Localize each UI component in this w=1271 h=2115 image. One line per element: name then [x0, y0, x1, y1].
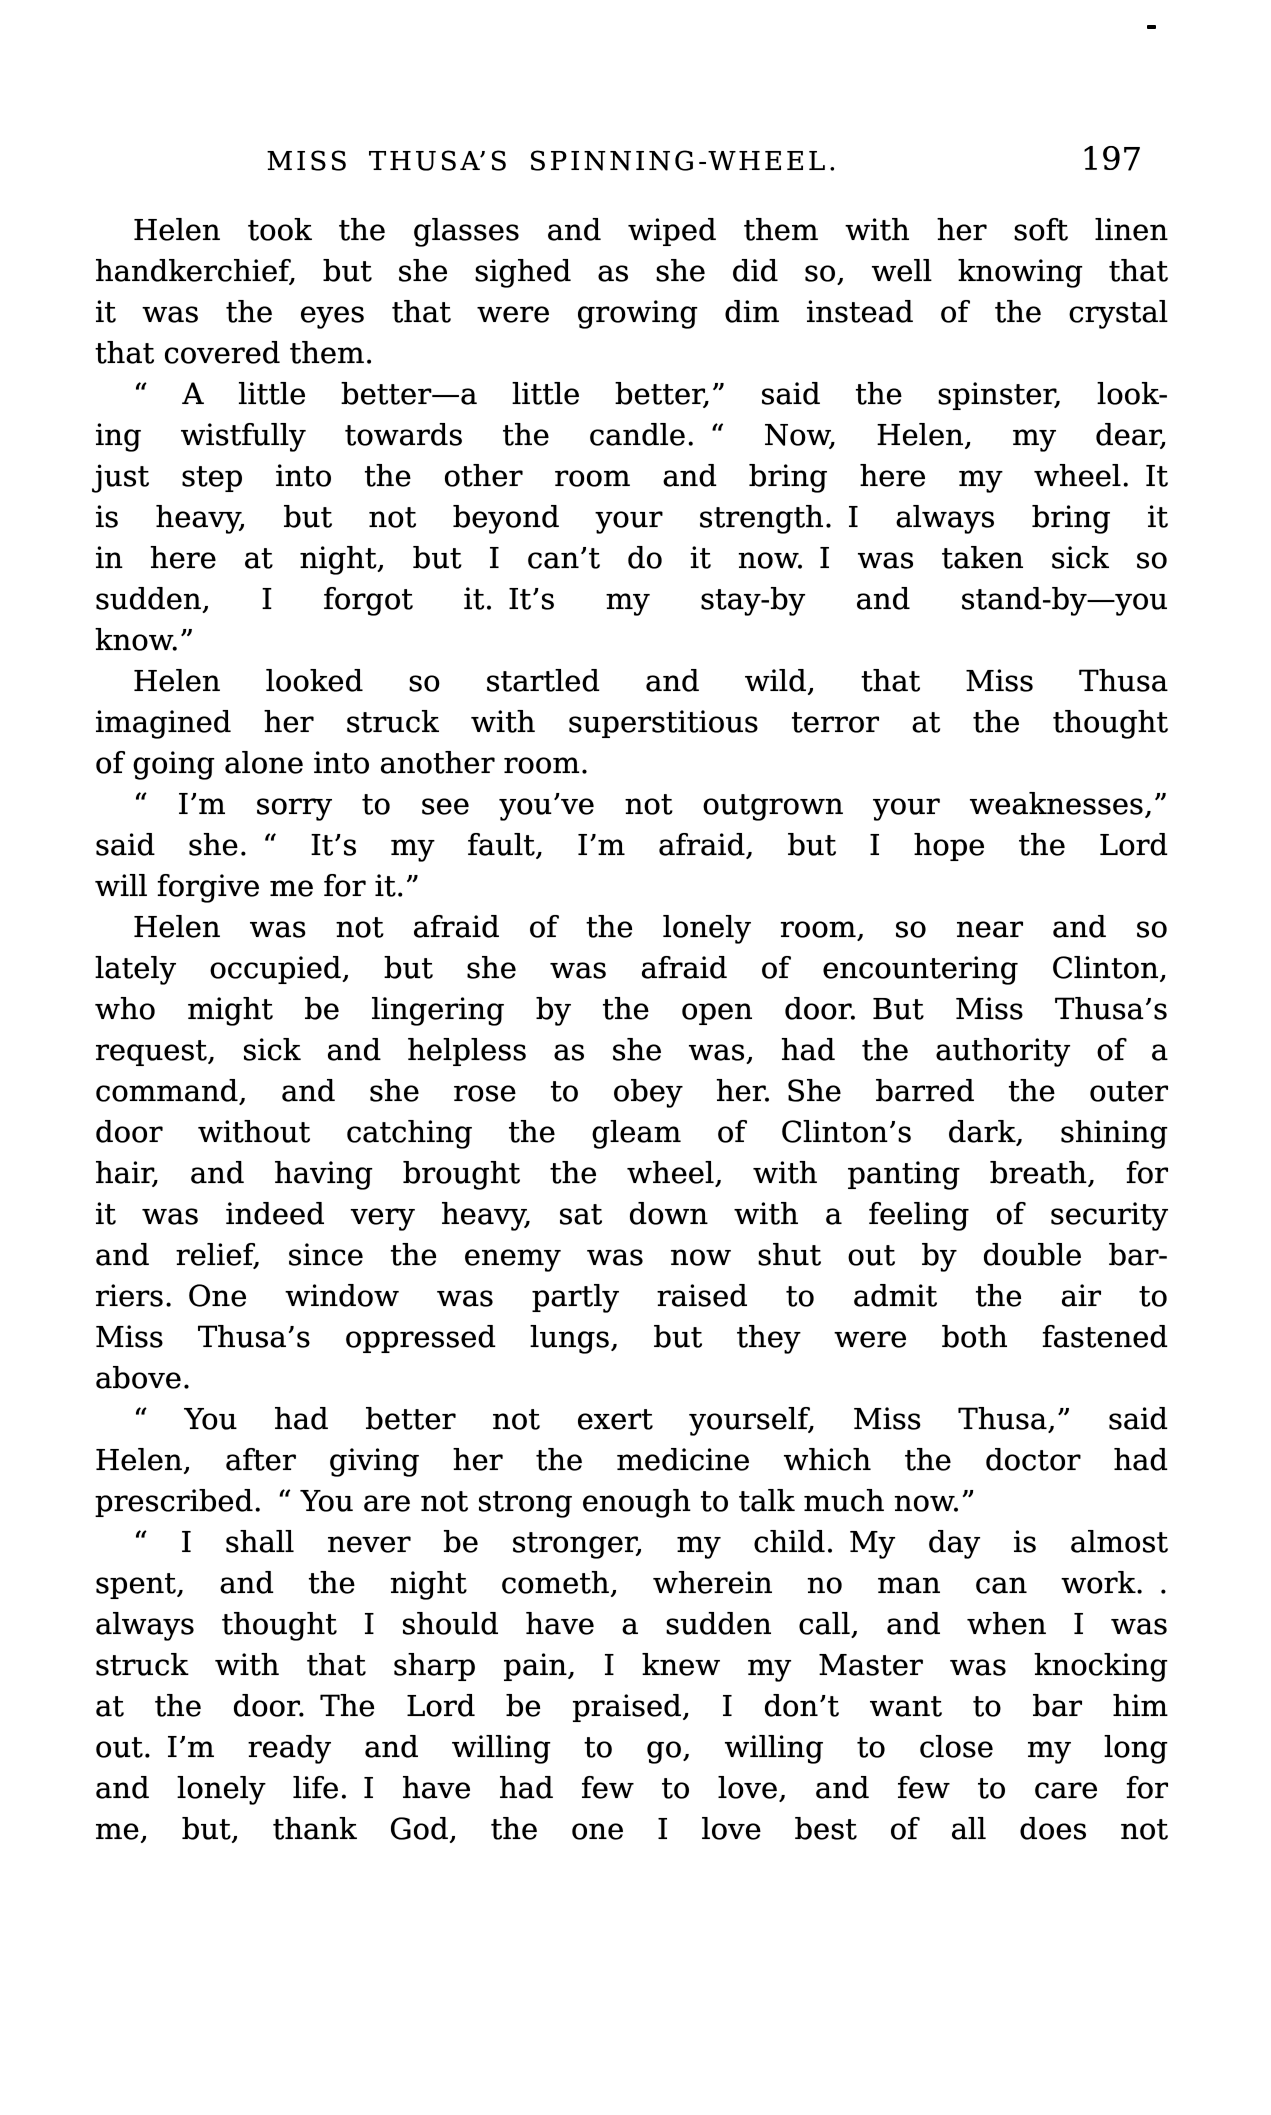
text-line: Helen took the glasses and wiped them with her soft linen [133, 213, 1168, 247]
text-line: Helen looked so startled and wild, that Miss Thusa [133, 664, 1168, 698]
text-line: out. I’m ready and willing to go, willing to close my long [95, 1730, 1168, 1764]
text-line: imagined her struck with superstitious terror at the thought [95, 705, 1168, 739]
text-line: who might be lingering by the open door. But Miss Thusa’s [95, 992, 1168, 1026]
text-line: ing wistfully towards the candle. “ Now, Helen, my dear, [95, 418, 1168, 452]
text-line: above. [95, 1361, 192, 1395]
page-number: 197 [1080, 140, 1142, 178]
text-line: Helen was not afraid of the lonely room, so near and so [133, 910, 1168, 944]
text-line: “ You had better not exert yourself, Miss Thusa,” said [133, 1402, 1168, 1436]
running-header [95, 140, 1168, 180]
text-line: “ I’m sorry to see you’ve not outgrown your weaknesses,” [133, 787, 1168, 821]
text-line: of going alone into another room. [95, 746, 590, 780]
text-line: prescribed. “ You are not strong enough to talk much now.” [95, 1484, 976, 1518]
scan-artifact-dash [1147, 25, 1156, 29]
text-line: hair, and having brought the wheel, with panting breath, for [95, 1156, 1168, 1190]
text-line: that covered them. [95, 336, 374, 370]
text-line: sudden, I forgot it. It’s my stay-by and stand-by—you [95, 582, 1168, 616]
running-title: MISS THUSA’S SPINNING-WHEEL. [266, 147, 840, 177]
text-line: always thought I should have a sudden call, and when I was [95, 1607, 1168, 1641]
text-line: riers. One window was partly raised to admit the air to [95, 1279, 1168, 1313]
text-line: said she. “ It’s my fault, I’m afraid, but I hope the Lord [95, 828, 1168, 862]
text-line: is heavy, but not beyond your strength. I always bring it [95, 500, 1168, 534]
text-line: spent, and the night cometh, wherein no man can work. . [95, 1566, 1168, 1600]
text-line: Miss Thusa’s oppressed lungs, but they were both fastened [95, 1320, 1168, 1354]
text-line: just step into the other room and bring here my wheel. It [95, 459, 1168, 493]
text-line: struck with that sharp pain, I knew my Master was knocking [95, 1648, 1168, 1682]
text-line: handkerchief, but she sighed as she did so, well knowing that [95, 254, 1168, 288]
text-line: lately occupied, but she was afraid of encountering Clinton, [95, 951, 1168, 985]
text-line: “ A little better—a little better,” said the spinster, look- [133, 377, 1168, 411]
text-line: will forgive me for it.” [95, 869, 420, 903]
text-line: “ I shall never be stronger, my child. My day is almost [133, 1525, 1168, 1559]
text-line: at the door. The Lord be praised, I don’t want to bar him [95, 1689, 1168, 1723]
text-line: it was indeed very heavy, sat down with a feeling of security [95, 1197, 1168, 1231]
page-body [95, 210, 1168, 1850]
text-line: Helen, after giving her the medicine which the doctor had [95, 1443, 1168, 1477]
text-line: command, and she rose to obey her. She barred the outer [95, 1074, 1168, 1108]
text-line: and relief, since the enemy was now shut out by double bar- [95, 1238, 1168, 1272]
text-line: me, but, thank God, the one I love best of all does not [95, 1812, 1168, 1846]
text-line: know.” [95, 623, 195, 657]
text-line: it was the eyes that were growing dim instead of the crystal [95, 295, 1168, 329]
text-line: and lonely life. I have had few to love, and few to care for [95, 1771, 1168, 1805]
text-line: door without catching the gleam of Clinton’s dark, shining [95, 1115, 1168, 1149]
text-line: in here at night, but I can’t do it now. I was taken sick so [95, 541, 1168, 575]
text-line: request, sick and helpless as she was, had the authority of a [95, 1033, 1168, 1067]
